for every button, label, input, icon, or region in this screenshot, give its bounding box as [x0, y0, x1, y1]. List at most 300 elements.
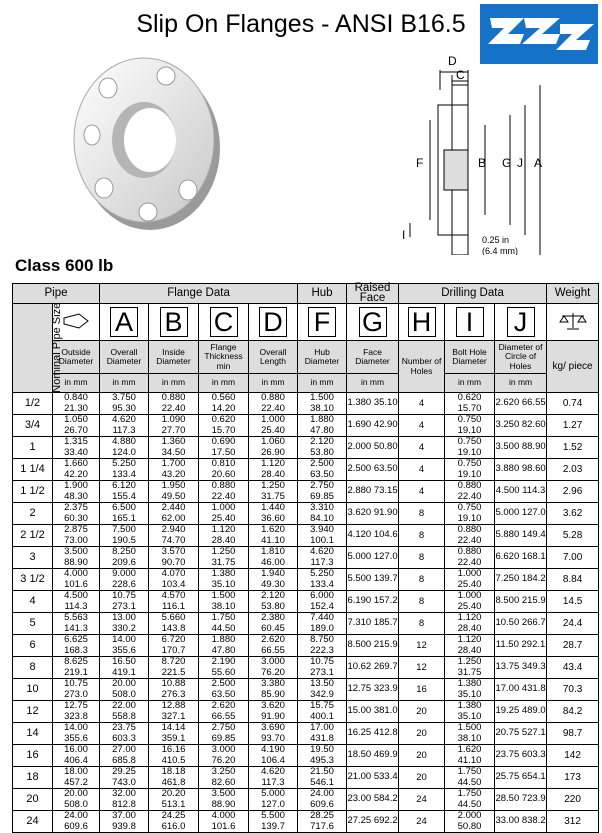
cell-h: 16	[399, 679, 445, 701]
cell-b: 14.14 359.1	[149, 723, 199, 745]
cell-w: 28.7	[547, 635, 599, 657]
cell-f: 8.750 222.3	[298, 635, 347, 657]
page-title: Slip On Flanges - ANSI B16.5	[136, 10, 466, 38]
cell-f: 19.50 495.3	[298, 745, 347, 767]
nominal-size-cell: 5	[13, 613, 53, 635]
nominal-size-cell: 18	[13, 767, 53, 789]
cell-j: 10.50 266.7	[495, 613, 547, 635]
cell-w: 1.27	[547, 415, 599, 437]
table-body	[13, 393, 599, 833]
table-row	[13, 437, 599, 459]
table-row	[13, 525, 599, 547]
unit-in-mm: in mm	[495, 374, 547, 393]
cell-w: 8.84	[547, 569, 599, 591]
cell-od: 1.660 42.20	[53, 459, 100, 481]
table-row	[13, 701, 599, 723]
cell-j: 11.50 292.1	[495, 635, 547, 657]
cell-g: 1.380 35.10	[347, 393, 399, 415]
cell-f: 1.500 38.10	[298, 393, 347, 415]
cell-a: 14.00 355.6	[100, 635, 149, 657]
cell-c: 1.250 31.75	[199, 547, 249, 569]
table-row	[13, 613, 599, 635]
cell-c: 3.500 88.90	[199, 789, 249, 811]
cell-g: 6.190 157.2	[347, 591, 399, 613]
dim-label-c: C	[456, 68, 465, 82]
cell-b: 12.88 327.1	[149, 701, 199, 723]
scale-icon	[547, 304, 599, 341]
cell-f: 21.50 546.1	[298, 767, 347, 789]
unit-in-mm: in mm	[249, 374, 298, 393]
cell-c: 2.500 63.50	[199, 679, 249, 701]
group-raised-face: Raised Face	[347, 284, 399, 304]
cell-i: 1.380 35.10	[445, 679, 495, 701]
cell-w: 3.62	[547, 503, 599, 525]
cell-b: 1.090 27.70	[149, 415, 199, 437]
cell-i: 1.380 35.10	[445, 701, 495, 723]
cell-h: 24	[399, 811, 445, 833]
cell-a: 3.750 95.30	[100, 393, 149, 415]
flange-illustration	[68, 40, 228, 240]
label-flange-thickness: Flange Thickness min	[199, 341, 249, 374]
cell-b: 8.720 221.5	[149, 657, 199, 679]
cell-h: 4	[399, 459, 445, 481]
cell-f: 7.440 189.0	[298, 613, 347, 635]
cell-g: 18.50 469.9	[347, 745, 399, 767]
cell-d: 3.620 91.90	[249, 701, 298, 723]
cell-g: 1.690 42.90	[347, 415, 399, 437]
cell-c: 2.750 69.85	[199, 723, 249, 745]
cell-f: 17.00 431.8	[298, 723, 347, 745]
cell-b: 24.25 616.0	[149, 811, 199, 833]
cell-i: 0.750 19.10	[445, 503, 495, 525]
cell-f: 28.25 717.6	[298, 811, 347, 833]
cell-od: 14.00 355.6	[53, 723, 100, 745]
table-row	[13, 569, 599, 591]
nominal-size-cell: 3	[13, 547, 53, 569]
note-line-2: (6.4 mm)	[482, 246, 518, 255]
cell-f: 2.750 69.85	[298, 481, 347, 503]
cell-g: 23.00 584.2	[347, 789, 399, 811]
cell-a: 6.120 155.4	[100, 481, 149, 503]
cell-j: 5.000 127.0	[495, 503, 547, 525]
letter-a: A	[100, 304, 149, 341]
unit-in-mm: in mm	[347, 374, 399, 393]
cell-i: 0.880 22.40	[445, 525, 495, 547]
cell-d: 1.000 25.40	[249, 415, 298, 437]
table-row	[13, 393, 599, 415]
nominal-size-cell: 1 1/2	[13, 481, 53, 503]
letter-c: C	[199, 304, 249, 341]
cell-d: 1.120 28.40	[249, 459, 298, 481]
table-row	[13, 503, 599, 525]
cell-od: 2.375 60.30	[53, 503, 100, 525]
cell-d: 4.620 117.3	[249, 767, 298, 789]
cell-f: 3.310 84.10	[298, 503, 347, 525]
cell-c: 0.810 20.60	[199, 459, 249, 481]
dim-label-f: F	[416, 156, 424, 170]
cell-f: 4.620 117.3	[298, 547, 347, 569]
cell-od: 24.00 609.6	[53, 811, 100, 833]
cell-b: 3.570 90.70	[149, 547, 199, 569]
cell-g: 16.25 412.8	[347, 723, 399, 745]
cell-w: 2.96	[547, 481, 599, 503]
cell-f: 2.120 53.80	[298, 437, 347, 459]
cell-d: 5.500 139.7	[249, 811, 298, 833]
cell-h: 4	[399, 437, 445, 459]
table-row	[13, 811, 599, 833]
cell-i: 1.250 31.75	[445, 657, 495, 679]
cell-a: 16.50 419.1	[100, 657, 149, 679]
cell-a: 29.25 743.0	[100, 767, 149, 789]
cell-w: 2.03	[547, 459, 599, 481]
cell-c: 3.250 82.60	[199, 767, 249, 789]
nominal-size-cell: 14	[13, 723, 53, 745]
cell-c: 1.500 38.10	[199, 591, 249, 613]
cell-od: 12.75 323.8	[53, 701, 100, 723]
cell-j: 7.250 184.2	[495, 569, 547, 591]
cell-h: 8	[399, 591, 445, 613]
unit-in-mm: in mm	[445, 374, 495, 393]
cell-od: 1.050 26.70	[53, 415, 100, 437]
cell-d: 4.190 106.4	[249, 745, 298, 767]
letter-d: D	[249, 304, 298, 341]
table-row	[13, 679, 599, 701]
dim-label-i: I	[402, 228, 406, 242]
nominal-size-cell: 1 1/4	[13, 459, 53, 481]
cell-d: 1.810 46.00	[249, 547, 298, 569]
letter-f: F	[298, 304, 347, 341]
cell-i: 0.620 15.70	[445, 393, 495, 415]
cell-d: 3.380 85.90	[249, 679, 298, 701]
dim-label-a: A	[534, 156, 543, 170]
cell-h: 8	[399, 525, 445, 547]
cell-b: 0.880 22.40	[149, 393, 199, 415]
cell-j: 17.00 431.8	[495, 679, 547, 701]
cell-b: 4.570 116.1	[149, 591, 199, 613]
cell-f: 10.75 273.1	[298, 657, 347, 679]
label-number-of-holes: Number of Holes	[399, 341, 445, 393]
nominal-size-cell: 4	[13, 591, 53, 613]
cell-h: 20	[399, 767, 445, 789]
cell-od: 4.000 101.6	[53, 569, 100, 591]
cell-d: 1.250 31.75	[249, 481, 298, 503]
cell-g: 12.75 323.9	[347, 679, 399, 701]
cell-c: 0.690 17.50	[199, 437, 249, 459]
cell-w: 5.28	[547, 525, 599, 547]
cell-f: 2.500 63.50	[298, 459, 347, 481]
cell-od: 10.75 273.0	[53, 679, 100, 701]
dim-label-d: D	[448, 54, 457, 68]
cell-g: 4.120 104.6	[347, 525, 399, 547]
cell-od: 1.900 48.30	[53, 481, 100, 503]
cell-h: 24	[399, 789, 445, 811]
label-bolt-hole-diameter: Bolt Hole Diameter	[445, 341, 495, 374]
cell-j: 3.880 98.60	[495, 459, 547, 481]
cell-c: 1.000 25.40	[199, 503, 249, 525]
cell-od: 0.840 21.30	[53, 393, 100, 415]
cell-j: 6.620 168.1	[495, 547, 547, 569]
cell-b: 1.700 43.20	[149, 459, 199, 481]
label-overall-length: Overall Length	[249, 341, 298, 374]
cell-od: 5.563 141.3	[53, 613, 100, 635]
dim-label-b: B	[478, 156, 487, 170]
cell-i: 1.620 41.10	[445, 745, 495, 767]
cell-d: 1.060 26.90	[249, 437, 298, 459]
label-hub-diameter: Hub Diameter	[298, 341, 347, 374]
nominal-size-cell: 3 1/2	[13, 569, 53, 591]
cell-a: 5.250 133.4	[100, 459, 149, 481]
cell-j: 5.880 149.4	[495, 525, 547, 547]
cell-h: 20	[399, 745, 445, 767]
cell-a: 8.250 209.6	[100, 547, 149, 569]
cell-i: 0.750 19.10	[445, 415, 495, 437]
nominal-size-cell: 1	[13, 437, 53, 459]
cell-b: 5.660 143.8	[149, 613, 199, 635]
cell-j: 23.75 603.3	[495, 745, 547, 767]
cell-a: 27.00 685.8	[100, 745, 149, 767]
cell-w: 84.2	[547, 701, 599, 723]
cell-c: 4.000 101.6	[199, 811, 249, 833]
cell-b: 2.940 74.70	[149, 525, 199, 547]
cell-c: 3.000 76.20	[199, 745, 249, 767]
cell-od: 16.00 406.4	[53, 745, 100, 767]
cell-j: 3.500 88.90	[495, 437, 547, 459]
cell-i: 1.500 38.10	[445, 723, 495, 745]
cell-a: 7.500 190.5	[100, 525, 149, 547]
cell-c: 1.880 47.80	[199, 635, 249, 657]
cell-h: 8	[399, 503, 445, 525]
cell-d: 2.380 60.45	[249, 613, 298, 635]
cell-i: 1.000 25.40	[445, 591, 495, 613]
cell-f: 6.000 152.4	[298, 591, 347, 613]
cell-h: 12	[399, 635, 445, 657]
cell-a: 22.00 558.8	[100, 701, 149, 723]
cell-w: 312	[547, 811, 599, 833]
nominal-size-cell: 3/4	[13, 415, 53, 437]
cell-i: 2.000 50.80	[445, 811, 495, 833]
flange-section-diagram	[400, 45, 580, 255]
cell-a: 23.75 603.3	[100, 723, 149, 745]
cell-a: 4.880 124.0	[100, 437, 149, 459]
cell-g: 8.500 215.9	[347, 635, 399, 657]
cell-j: 20.75 527.1	[495, 723, 547, 745]
cell-od: 2.875 73.00	[53, 525, 100, 547]
cell-h: 12	[399, 657, 445, 679]
cell-f: 15.75 400.1	[298, 701, 347, 723]
cell-d: 0.880 22.40	[249, 393, 298, 415]
cell-a: 32.00 812.8	[100, 789, 149, 811]
letter-h: H	[399, 304, 445, 341]
cell-j: 25.75 654.1	[495, 767, 547, 789]
cell-i: 0.880 22.40	[445, 481, 495, 503]
cell-f: 24.00 609.6	[298, 789, 347, 811]
cell-b: 2.440 62.00	[149, 503, 199, 525]
cell-h: 8	[399, 569, 445, 591]
cell-g: 2.000 50.80	[347, 437, 399, 459]
letter-g: G	[347, 304, 399, 341]
cell-od: 3.500 88.90	[53, 547, 100, 569]
cell-j: 4.500 114.3	[495, 481, 547, 503]
cell-b: 18.18 461.8	[149, 767, 199, 789]
cell-b: 10.88 276.3	[149, 679, 199, 701]
cell-i: 0.880 22.40	[445, 547, 495, 569]
cell-g: 15.00 381.0	[347, 701, 399, 723]
cell-i: 1.750 44.50	[445, 789, 495, 811]
cell-j: 28.50 723.9	[495, 789, 547, 811]
cell-d: 1.440 36.60	[249, 503, 298, 525]
cell-od: 1.315 33.40	[53, 437, 100, 459]
note-line-1: 0.25 in	[482, 235, 510, 245]
cell-j: 3.250 82.60	[495, 415, 547, 437]
dim-label-g: G	[502, 156, 512, 170]
group-weight: Weight	[547, 284, 599, 304]
cell-a: 13.00 330.2	[100, 613, 149, 635]
cell-w: 24.4	[547, 613, 599, 635]
cell-c: 0.620 15.70	[199, 415, 249, 437]
cell-b: 1.360 34.50	[149, 437, 199, 459]
nominal-size-cell: 20	[13, 789, 53, 811]
unit-in-mm: in mm	[53, 374, 100, 393]
cell-d: 2.120 53.80	[249, 591, 298, 613]
letter-i: I	[445, 304, 495, 341]
cell-b: 16.16 410.5	[149, 745, 199, 767]
cell-h: 20	[399, 723, 445, 745]
table-row	[13, 459, 599, 481]
letter-j: J	[495, 304, 547, 341]
cell-w: 173	[547, 767, 599, 789]
cell-c: 1.380 35.10	[199, 569, 249, 591]
group-pipe: Pipe	[13, 284, 100, 304]
nominal-size-cell: 8	[13, 657, 53, 679]
cell-od: 6.625 168.3	[53, 635, 100, 657]
cell-a: 37.00 939.8	[100, 811, 149, 833]
cell-c: 0.560 14.20	[199, 393, 249, 415]
cell-f: 3.940 100.1	[298, 525, 347, 547]
class-label: Class 600 lb	[15, 256, 114, 275]
cell-h: 4	[399, 415, 445, 437]
table-row	[13, 745, 599, 767]
nominal-pipe-size-header: Nominal Pipe Size	[13, 304, 53, 393]
cell-i: 1.750 44.50	[445, 767, 495, 789]
dim-label-j: J	[517, 156, 523, 170]
nominal-size-cell: 12	[13, 701, 53, 723]
cell-j: 8.500 215.9	[495, 591, 547, 613]
nominal-size-cell: 10	[13, 679, 53, 701]
group-flange-data: Flange Data	[100, 284, 298, 304]
cell-c: 2.620 66.55	[199, 701, 249, 723]
cell-g: 3.620 91.90	[347, 503, 399, 525]
cell-w: 70.3	[547, 679, 599, 701]
unit-in-mm: in mm	[199, 374, 249, 393]
unit-in-mm: in mm	[298, 374, 347, 393]
cell-g: 2.880 73.15	[347, 481, 399, 503]
cell-d: 3.000 76.20	[249, 657, 298, 679]
cell-h: 4	[399, 481, 445, 503]
cell-a: 9.000 228.6	[100, 569, 149, 591]
cell-d: 3.690 93.70	[249, 723, 298, 745]
nominal-size-cell: 6	[13, 635, 53, 657]
cell-j: 2.620 66.55	[495, 393, 547, 415]
cell-i: 0.750 19.10	[445, 459, 495, 481]
cell-g: 10.62 269.7	[347, 657, 399, 679]
unit-in-mm: in mm	[100, 374, 149, 393]
cell-c: 0.880 22.40	[199, 481, 249, 503]
cell-b: 6.720 170.7	[149, 635, 199, 657]
table-row	[13, 657, 599, 679]
cell-b: 20.20 513.1	[149, 789, 199, 811]
cell-w: 1.52	[547, 437, 599, 459]
cell-d: 2.620 66.55	[249, 635, 298, 657]
table-row	[13, 767, 599, 789]
cell-g: 27.25 692.2	[347, 811, 399, 833]
cell-od: 8.625 219.1	[53, 657, 100, 679]
cell-d: 1.620 41.10	[249, 525, 298, 547]
table-row	[13, 635, 599, 657]
cell-c: 1.750 44.50	[199, 613, 249, 635]
cell-g: 21.00 533.4	[347, 767, 399, 789]
cell-w: 7.00	[547, 547, 599, 569]
table-row	[13, 789, 599, 811]
cell-a: 10.75 273.1	[100, 591, 149, 613]
cell-b: 1.950 49.50	[149, 481, 199, 503]
cell-a: 6.500 165.1	[100, 503, 149, 525]
unit-in-mm: in mm	[149, 374, 199, 393]
cell-w: 43.4	[547, 657, 599, 679]
table-row	[13, 547, 599, 569]
cell-g: 7.310 185.7	[347, 613, 399, 635]
cell-j: 19.25 489.0	[495, 701, 547, 723]
cell-od: 18.00 457.2	[53, 767, 100, 789]
cell-f: 1.880 47.80	[298, 415, 347, 437]
flange-spec-table	[12, 283, 599, 833]
table-row	[13, 481, 599, 503]
cell-od: 20.00 508.0	[53, 789, 100, 811]
table-row	[13, 591, 599, 613]
cell-w: 220	[547, 789, 599, 811]
cell-od: 4.500 114.3	[53, 591, 100, 613]
cell-j: 33.00 838.2	[495, 811, 547, 833]
cell-g: 5.000 127.0	[347, 547, 399, 569]
cell-g: 2.500 63.50	[347, 459, 399, 481]
cell-i: 1.120 28.40	[445, 613, 495, 635]
label-face-diameter: Face Diameter	[347, 341, 399, 374]
label-overall-diameter: Overall Diameter	[100, 341, 149, 374]
label-outside-diameter: Outside Diameter	[53, 341, 100, 374]
cell-a: 4.620 117.3	[100, 415, 149, 437]
cell-f: 5.250 133.4	[298, 569, 347, 591]
label-weight-unit: kg/ piece	[547, 341, 599, 393]
table-row	[13, 723, 599, 745]
cell-i: 1.120 28.40	[445, 635, 495, 657]
nominal-size-cell: 24	[13, 811, 53, 833]
nominal-size-cell: 2	[13, 503, 53, 525]
label-inside-diameter: Inside Diameter	[149, 341, 199, 374]
letter-b: B	[149, 304, 199, 341]
nominal-size-cell: 16	[13, 745, 53, 767]
cell-h: 4	[399, 393, 445, 415]
cell-h: 20	[399, 701, 445, 723]
nominal-size-cell: 2 1/2	[13, 525, 53, 547]
nominal-size-cell: 1/2	[13, 393, 53, 415]
cell-j: 13.75 349.3	[495, 657, 547, 679]
cell-a: 20.00 508.0	[100, 679, 149, 701]
cell-g: 5.500 139.7	[347, 569, 399, 591]
cell-d: 1.940 49.30	[249, 569, 298, 591]
cell-d: 5.000 127.0	[249, 789, 298, 811]
cell-w: 142	[547, 745, 599, 767]
cell-h: 8	[399, 547, 445, 569]
cell-c: 2.190 55.60	[199, 657, 249, 679]
